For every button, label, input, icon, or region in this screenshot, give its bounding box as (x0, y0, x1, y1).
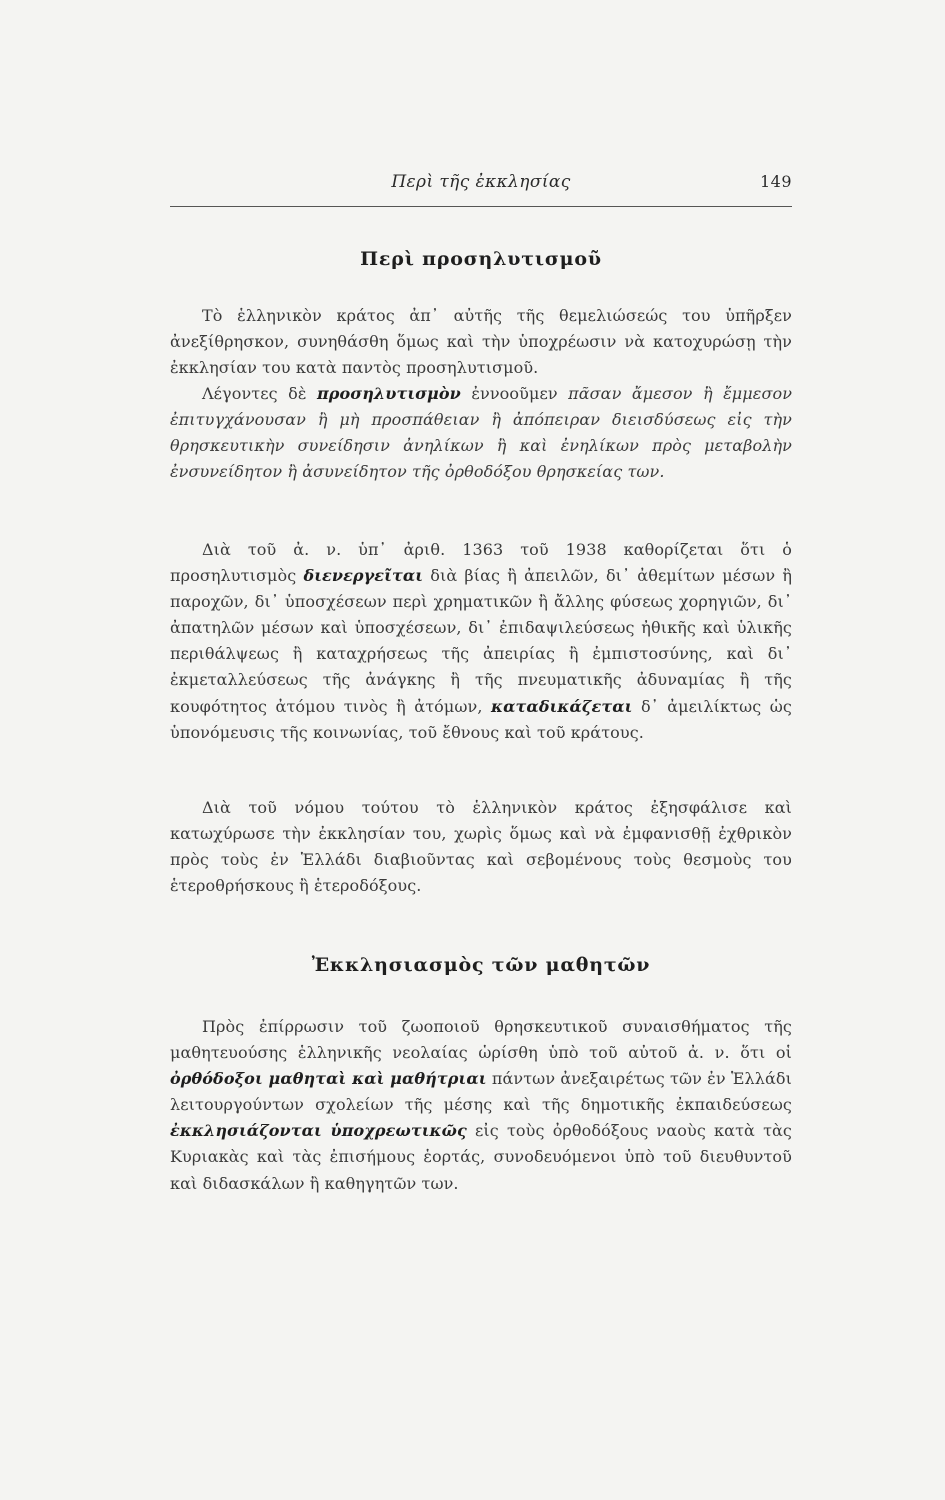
conclusion-text: Διὰ τοῦ νόμου τούτου τὸ ἑλληνικὸν κράτος ἐξησφάλισε καὶ κατωχύρωσε τὴν ἐκκλησίαν του, χωρὶς ὅμως καὶ νὰ ἐμφανισθῇ ἐχθρικὸν πρὸς τοὺς ἐν Ἑλλάδι διαβιοῦντας καὶ σεβομένους τοὺς θεσμοὺς του ἑτεροθρήσκους ἢ ἑτεροδόξους. (170, 798, 792, 896)
paragraph-intro (170, 303, 792, 381)
term-compulsory-attendance: ἐκκλησιάζονται ὑποχρεωτικῶς (170, 1121, 467, 1141)
students-text-a: Πρὸς ἐπίρρωσιν τοῦ ζωοποιοῦ θρησκευτικοῦ συναισθήματος τῆς μαθητευούσης ἑλληνικῆς νεολαίας ὡρίσθη ὑπὸ τοῦ αὐτοῦ ἀ. ν. ὅτι οἱ (170, 1017, 792, 1063)
law-text-b: διὰ βίας ἢ ἀπειλῶν, δι᾽ ἀθεμίτων μέσων ἢ παροχῶν, δι᾽ ὑποσχέσεων περὶ χρηματικῶν ἢ ἄλλης φύσεως χορηγιῶν, δι᾽ ἀπατηλῶν μέσων καὶ ὑποσχέσεων, δι᾽ ἐπιδαψιλεύσεως ἠθικῆς καὶ ὑλικῆς περιθάλψεως ἢ καταχρήσεως τῆς ἀπειρίας ἢ ἐμπιστοσύνης, καὶ δι᾽ ἐκμεταλλεύσεως τῆς ἀνάγκης ἢ τῆς πνευματικῆς ἀδυναμίας ἢ τῆς κουφότητος ἀτόμου τινὸς ἢ ἀτόμων, (170, 566, 793, 716)
running-title: Περὶ τῆς ἐκκλησίας (391, 172, 571, 192)
definition-italic: πᾶσαν ἄμεσον ἢ ἔμμεσον ἐπιτυγχάνουσαν ἢ μὴ προσπάθειαν ἢ ἀπόπειραν διεισδύσεως εἰς τὴν θρησκευτικὴν συνείδησιν ἀνηλίκων ἢ καὶ ἐνηλίκων πρὸς μεταβολὴν ἐνσυνείδητον ἢ ἀσυνείδητον τῆς ὀρθοδόξου θρησκείας των. (170, 384, 793, 482)
section-heading-proselytism: Περὶ προσηλυτισμοῦ (360, 248, 602, 270)
paragraph-students (170, 1014, 792, 1197)
definition-lead: Λέγοντες δὲ (202, 384, 307, 403)
paragraph-conclusion (170, 795, 792, 899)
paragraph-law (170, 537, 792, 746)
section-heading-student-attendance: Ἐκκλησιασμὸς τῶν μαθητῶν (311, 954, 651, 976)
term-condemned: καταδικάζεται (491, 696, 633, 716)
paragraph-definition (170, 381, 792, 485)
term-orthodox-students: ὀρθόδοξοι μαθηταὶ καὶ μαθήτριαι (170, 1069, 487, 1089)
law-text-a: Διὰ τοῦ ἀ. ν. ὑπ᾽ ἀριθ. 1363 τοῦ 1938 καθορίζεται ὅτι ὁ προσηλυτισμὸς (170, 540, 792, 586)
term-proselytism: προσηλυτισμὸν (316, 384, 461, 403)
page-number: 149 (759, 172, 792, 191)
definition-verb: ἐννοοῦμεν (471, 384, 558, 403)
term-performed: διενεργεῖται (303, 566, 424, 586)
paragraph-intro-text: Τὸ ἑλληνικὸν κράτος ἀπ᾽ αὐτῆς τῆς θεμελιώσεώς του ὑπῆρξεν ἀνεξίθρησκον, συνηθάσθη ὅμως καὶ τὴν ὑποχρέωσιν νὰ κατοχυρώσῃ τὴν ἐκκλησίαν του κατὰ παντὸς προσηλυτισμοῦ. (170, 306, 792, 378)
students-text-c: εἰς τοὺς ὀρθοδόξους ναοὺς κατὰ τὰς Κυριακὰς καὶ τὰς ἐπισήμους ἑορτάς, συνοδευόμενοι ὑπὸ τοῦ διευθυντοῦ καὶ διδασκάλων ἢ καθηγητῶν των. (170, 1121, 792, 1193)
law-text-c: δ᾽ ἀμειλίκτως ὡς ὑπονόμευσις τῆς κοινωνίας, τοῦ ἔθνους καὶ τοῦ κράτους. (170, 696, 792, 742)
students-text-b: πάντων ἀνεξαιρέτως τῶν ἐν Ἑλλάδι λειτουργούντων σχολείων τῆς μέσης καὶ τῆς δημοτικῆς ἐκπαιδεύσεως (170, 1069, 792, 1115)
running-header (170, 170, 792, 207)
